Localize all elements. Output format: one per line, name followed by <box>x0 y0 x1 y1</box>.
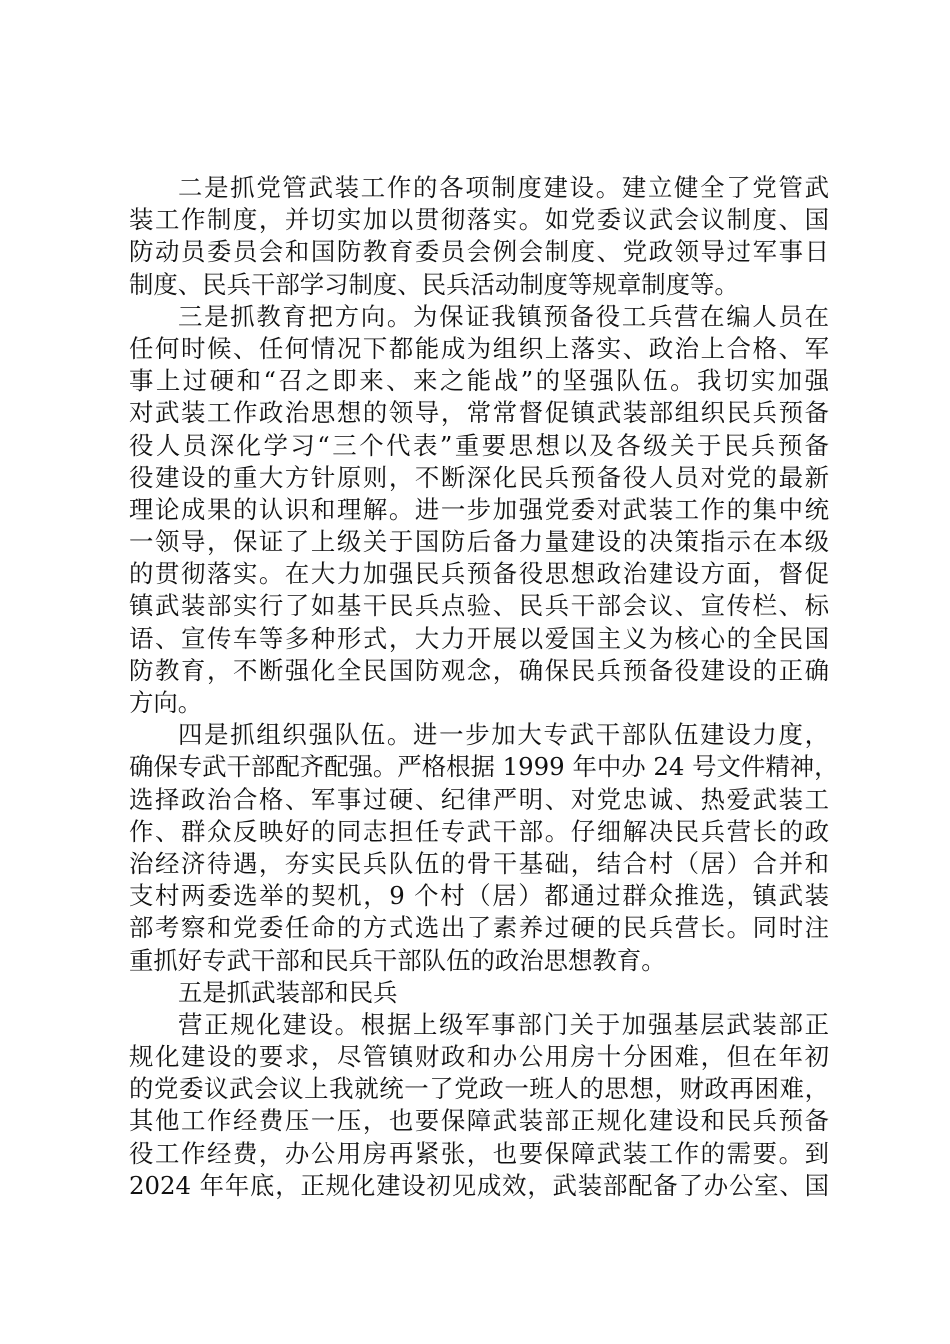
text-line: 事上过硬和“召之即来、来之能战”的坚强队伍。我切实加强 <box>129 366 829 396</box>
text-line: 其他工作经费压一压，也要保障武装部正规化建设和民兵预备 <box>129 1106 829 1136</box>
text-line: 方向。 <box>129 688 203 717</box>
text-line: 营正规化建设。根据上级军事部门关于加强基层武装部正 <box>178 1009 829 1039</box>
text-line: 防动员委员会和国防教育委员会例会制度、党政领导过军事日 <box>129 237 829 267</box>
text-line: 治经济待遇，夯实民兵队伍的骨干基础，结合村（居）合并和 <box>129 848 829 878</box>
text-line: 任何时候、任何情况下都能成为组织上落实、政治上合格、军 <box>129 333 829 363</box>
text-line: 选择政治合格、军事过硬、纪律严明、对党忠诚、热爱武装工 <box>129 784 829 814</box>
text-line: 重抓好专武干部和民兵干部队伍的政治思想教育。 <box>129 945 666 975</box>
text-line: 二是抓党管武装工作的各项制度建设。建立健全了党管武 <box>178 173 829 202</box>
text-line: 镇武装部实行了如基干民兵点验、民兵干部会议、宣传栏、标 <box>129 591 829 621</box>
text-line: 四是抓组织强队伍。进一步加大专武干部队伍建设力度， <box>178 720 829 750</box>
text-line: 的贯彻落实。在大力加强民兵预备役思想政治建设方面，督促 <box>129 559 829 589</box>
text-line: 防教育，不断强化全民国防观念，确保民兵预备役建设的正确 <box>129 655 829 685</box>
text-line: 的党委议武会议上我就统一了党政一班人的思想，财政再困难， <box>129 1074 829 1104</box>
text-line: 役人员深化学习“三个代表”重要思想以及各级关于民兵预备 <box>129 430 829 460</box>
text-line: 一领导，保证了上级关于国防后备力量建设的决策指示在本级 <box>129 527 829 557</box>
text-line: 役建设的重大方针原则，不断深化民兵预备役人员对党的最新 <box>129 462 829 492</box>
text-line: 2024 年年底，正规化建设初见成效，武装部配备了办公室、国 <box>129 1170 829 1200</box>
text-line: 理论成果的认识和理解。进一步加强党委对武装工作的集中统 <box>129 494 829 524</box>
text-line: 五是抓武装部和民兵 <box>178 977 398 1007</box>
text-line: 对武装工作政治思想的领导，常常督促镇武装部组织民兵预备 <box>129 398 829 428</box>
text-line: 制度、民兵干部学习制度、民兵活动制度等规章制度等。 <box>129 269 739 299</box>
text-line: 作、群众反映好的同志担任专武干部。仔细解决民兵营长的政 <box>129 816 829 846</box>
document-body-text <box>129 172 839 1202</box>
text-line: 语、宣传车等多种形式，大力开展以爱国主义为核心的全民国 <box>129 623 829 653</box>
text-line: 规化建设的要求，尽管镇财政和办公用房十分困难，但在年初 <box>129 1042 829 1072</box>
text-line: 三是抓教育把方向。为保证我镇预备役工兵营在编人员在 <box>178 301 829 331</box>
text-line: 部考察和党委任命的方式选出了素养过硬的民兵营长。同时注 <box>129 913 829 943</box>
text-line: 装工作制度，并切实加以贯彻落实。如党委议武会议制度、国 <box>129 205 829 235</box>
text-line: 支村两委选举的契机，9 个村（居）都通过群众推选，镇武装 <box>129 881 829 911</box>
text-line: 确保专武干部配齐配强。严格根据 1999 年中办 24 号文件精神， <box>129 752 839 782</box>
text-line: 役工作经费，办公用房再紧张，也要保障武装工作的需要。到 <box>129 1138 829 1168</box>
